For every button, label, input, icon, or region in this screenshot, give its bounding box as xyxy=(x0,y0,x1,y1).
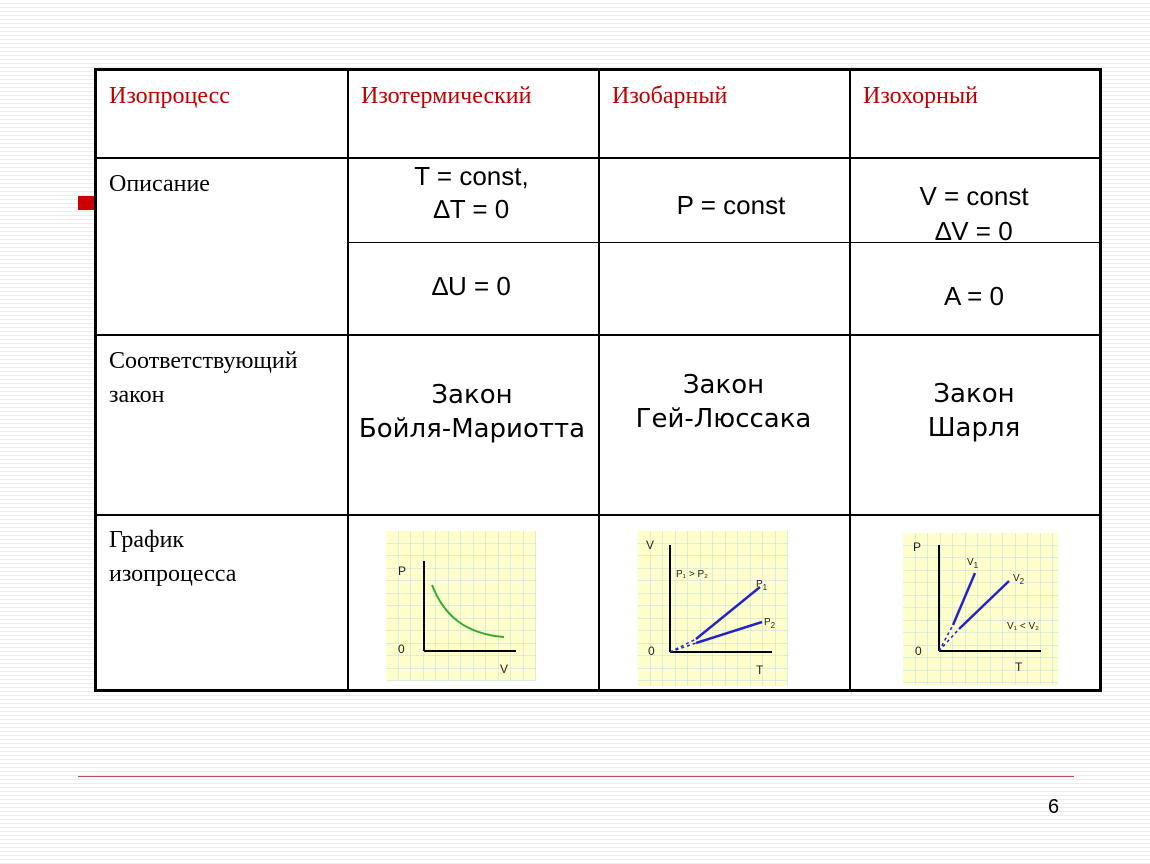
law-charles: Закон Шарля xyxy=(927,379,1021,443)
origin-label: 0 xyxy=(398,642,405,656)
isobaric-graph xyxy=(638,531,788,691)
isochoric-delta-v: ∆V = 0 xyxy=(935,216,1013,246)
origin-label: 0 xyxy=(648,644,655,658)
isothermal-condition: T = const, xyxy=(414,161,529,191)
header-isothermal: Изотермический xyxy=(361,83,532,109)
line-p1-label: $P_1$ xyxy=(756,579,768,592)
x-axis-label: T xyxy=(756,663,764,677)
origin-label: 0 xyxy=(915,644,922,658)
isochoric-work: A = 0 xyxy=(944,281,1004,311)
x-axis-label: V xyxy=(500,662,509,676)
y-axis-label: P xyxy=(398,564,407,578)
isobaric-condition: P = const xyxy=(676,190,786,220)
y-axis-label: V xyxy=(646,538,655,552)
isochoric-graph xyxy=(903,533,1058,690)
header-isochoric: Изохорный xyxy=(863,83,978,109)
graph-grid xyxy=(638,531,788,686)
pressure-relation: P₁ > P₂ xyxy=(676,569,708,580)
row-label-description: Описание xyxy=(109,171,210,197)
law-boyle-mariotte: Закон Бойля-Мариотта xyxy=(358,380,586,444)
isoprocess-table xyxy=(94,68,1102,692)
line-p2-label: $P_2$ xyxy=(764,617,776,630)
row-label-graph: График изопроцесса xyxy=(109,527,237,587)
isothermal-delta-t: ∆T = 0 xyxy=(433,194,510,224)
footer-divider xyxy=(78,776,1074,777)
row-divider xyxy=(97,334,1099,336)
header-isoprocess: Изопроцесс xyxy=(109,83,230,109)
page-number: 6 xyxy=(1048,796,1060,818)
volume-relation: V₁ < V₂ xyxy=(1007,621,1039,632)
header-isobaric: Изобарный xyxy=(612,83,728,109)
y-axis-label: P xyxy=(913,540,922,554)
x-axis-label: T xyxy=(1015,660,1023,674)
row-label-law: Соответствующий закон xyxy=(109,348,298,408)
line-v2-label: $V_2$ xyxy=(1013,573,1025,586)
line-v1-label: $V_1$ xyxy=(967,557,979,570)
isothermal-delta-u: ∆U = 0 xyxy=(432,271,511,301)
law-gay-lussac: Закон Гей-Люссака xyxy=(635,370,812,434)
isochoric-condition: V = const xyxy=(919,181,1029,211)
graph-grid xyxy=(386,531,536,681)
row-divider xyxy=(97,514,1099,516)
row-divider xyxy=(97,157,1099,159)
isothermal-graph xyxy=(386,531,536,686)
